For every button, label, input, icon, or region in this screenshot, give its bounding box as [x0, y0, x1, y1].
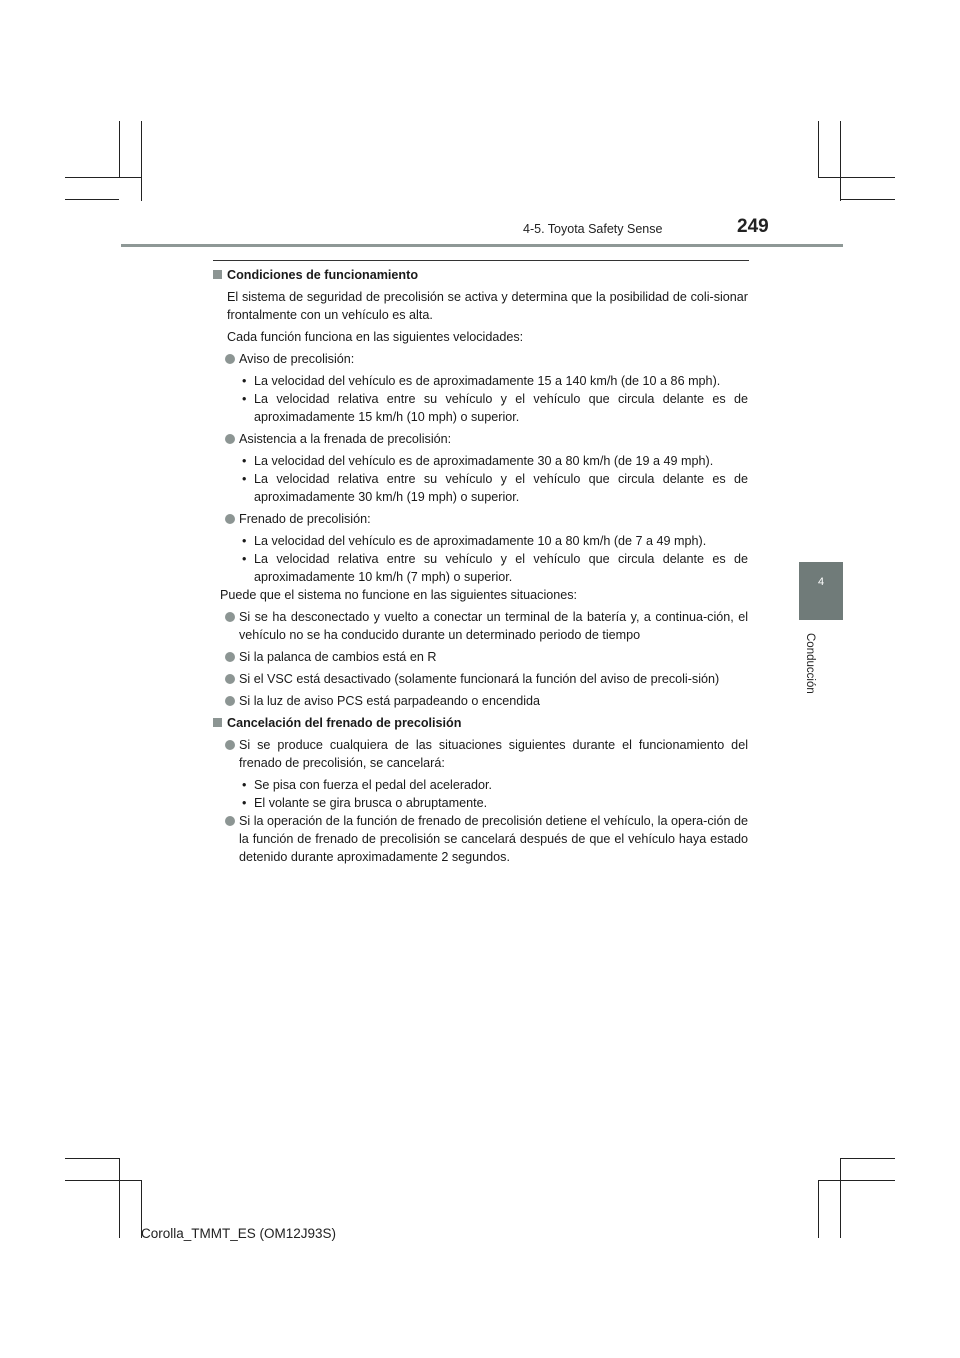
- bullet-icon: •: [242, 778, 247, 792]
- crop-mark: [65, 199, 119, 200]
- crop-mark: [141, 121, 142, 201]
- circle-bullet-icon: [225, 696, 235, 706]
- list-item: [212, 510, 748, 528]
- crop-mark: [840, 1158, 895, 1159]
- section-heading: [212, 266, 748, 284]
- header-rule: [121, 244, 843, 247]
- square-bullet-icon: [213, 718, 222, 727]
- square-bullet-icon: [213, 270, 222, 279]
- sub-item: • La velocidad del vehículo es de aproximadamente 15 a 140 km/h (de 10 a 86 mph).: [242, 374, 721, 388]
- bullet-icon: •: [242, 374, 247, 388]
- paragraph: El sistema de seguridad de precolisión se activa y determina que la posibilidad de coli-sionar frontalmente con un vehículo es alta.: [227, 290, 748, 322]
- list-item-label: Frenado de precolisión:: [239, 512, 371, 526]
- bullet-icon: •: [242, 472, 247, 486]
- crop-mark: [840, 1158, 841, 1238]
- chapter-title: Conducción: [804, 633, 816, 694]
- heading-text: Cancelación del frenado de precolisión: [227, 716, 462, 730]
- crop-mark: [65, 1180, 141, 1181]
- circle-bullet-icon: [225, 612, 235, 622]
- circle-bullet-icon: [225, 514, 235, 524]
- bullet-icon: •: [242, 534, 247, 548]
- sub-item: • La velocidad relativa entre su vehículo y el vehículo que circula delante es de aproximadamente 15 km/h (10 mph) o superior.: [242, 392, 748, 424]
- sub-item: • Se pisa con fuerza el pedal del acelerador.: [242, 778, 493, 792]
- page-number: 249: [737, 216, 769, 237]
- circle-bullet-icon: [225, 816, 235, 826]
- main-content: [212, 266, 748, 870]
- list-item: Si la palanca de cambios está en R: [212, 648, 748, 666]
- crop-mark: [65, 177, 141, 178]
- chapter-number: 4: [818, 576, 825, 588]
- list-item: Si se produce cualquiera de las situaciones siguientes durante el funcionamiento del frenado de precolisión, se cancelará:: [212, 736, 748, 772]
- bullet-icon: •: [242, 552, 247, 566]
- crop-mark: [840, 121, 841, 201]
- heading-text: Condiciones de funcionamiento: [227, 268, 419, 282]
- sub-item: • El volante se gira brusca o abruptamente.: [242, 796, 488, 810]
- chapter-tab: [799, 562, 843, 620]
- list-item: Si el VSC está desactivado (solamente funcionará la función del aviso de precoli-sión): [212, 670, 748, 688]
- sub-list: [212, 532, 748, 586]
- footer-doc-id: Corolla_TMMT_ES (OM12J93S): [141, 1226, 337, 1241]
- crop-mark: [65, 1158, 119, 1159]
- sub-item: • La velocidad del vehículo es de aproximadamente 10 a 80 km/h (de 7 a 49 mph).: [242, 534, 707, 548]
- sub-list: [212, 776, 748, 812]
- content-rule: [213, 260, 749, 261]
- list-item: [212, 350, 748, 368]
- bullet-icon: •: [242, 796, 247, 810]
- list-item: [212, 430, 748, 448]
- sub-item: • La velocidad relativa entre su vehículo y el vehículo que circula delante es de aproximadamente 30 km/h (19 mph) o superior.: [242, 472, 748, 504]
- section-heading: [212, 714, 748, 732]
- list-item: Si la operación de la función de frenado de precolisión detiene el vehículo, la opera-ción de la función de frenado de precolisión se cancelará después de que el vehículo haya estado detenido durante aproximadamente 2 segundos.: [212, 812, 748, 866]
- paragraph: Cada función funciona en las siguientes velocidades:: [227, 330, 524, 344]
- list-item: Si la luz de aviso PCS está parpadeando o encendida: [212, 692, 748, 710]
- list-item: Si se ha desconectado y vuelto a conectar un terminal de la batería y, a continua-ción, el vehículo no se ha conducido durante un determinado periodo de tiempo: [212, 608, 748, 644]
- circle-bullet-icon: [225, 740, 235, 750]
- circle-bullet-icon: [225, 674, 235, 684]
- section-title: 4-5. Toyota Safety Sense: [523, 222, 663, 236]
- paragraph: Puede que el sistema no funcione en las siguientes situaciones:: [220, 588, 578, 602]
- circle-bullet-icon: [225, 354, 235, 364]
- sub-item: • La velocidad relativa entre su vehículo y el vehículo que circula delante es de aproximadamente 10 km/h (7 mph) o superior.: [242, 552, 748, 584]
- crop-mark: [818, 121, 819, 177]
- crop-mark: [818, 177, 895, 178]
- crop-mark: [119, 1158, 120, 1238]
- sub-list: [212, 452, 748, 506]
- sub-item: • La velocidad del vehículo es de aproximadamente 30 a 80 km/h (de 19 a 49 mph).: [242, 454, 714, 468]
- crop-mark: [840, 199, 895, 200]
- bullet-icon: •: [242, 454, 247, 468]
- crop-mark: [119, 121, 120, 177]
- circle-bullet-icon: [225, 652, 235, 662]
- crop-mark: [818, 1180, 819, 1238]
- bullet-icon: •: [242, 392, 247, 406]
- sub-list: [212, 372, 748, 426]
- circle-bullet-icon: [225, 434, 235, 444]
- crop-mark: [818, 1180, 895, 1181]
- list-item-label: Asistencia a la frenada de precolisión:: [239, 432, 452, 446]
- list-item-label: Aviso de precolisión:: [239, 352, 355, 366]
